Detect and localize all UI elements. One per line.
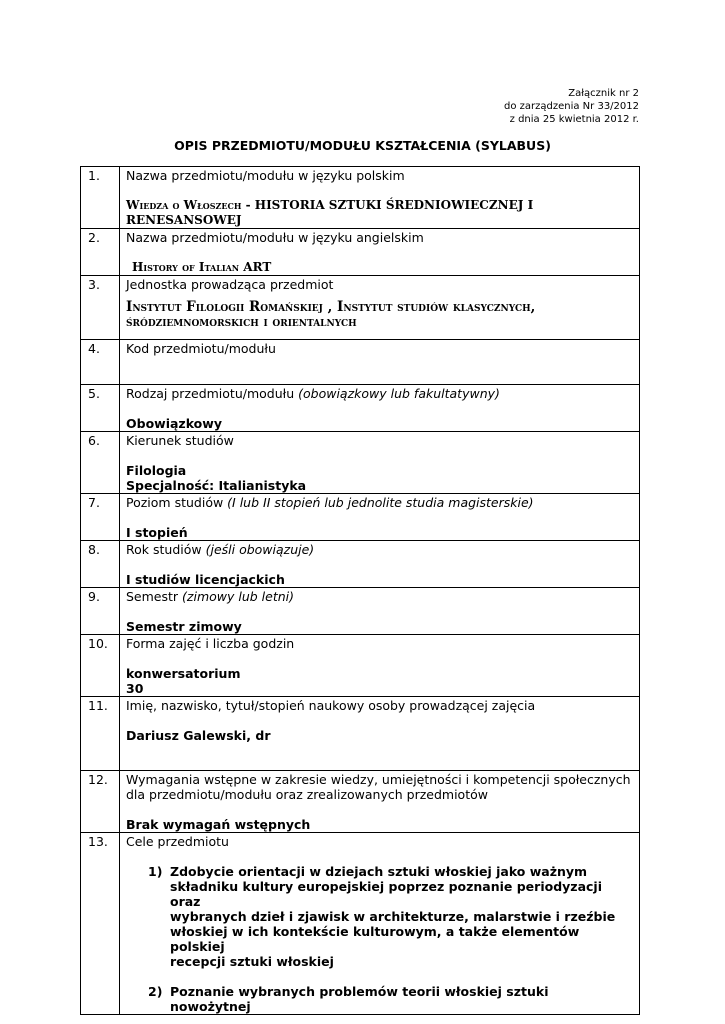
goal-line: włoskiej w ich kontekście kulturowym, a także elementów polskiej bbox=[170, 924, 580, 954]
table-row bbox=[81, 541, 640, 588]
row-content bbox=[120, 635, 640, 697]
table-row bbox=[81, 276, 640, 340]
row-content bbox=[120, 541, 640, 588]
label-hint: (I lub II stopień lub jednolite studia magisterskie) bbox=[227, 495, 534, 510]
goal-line: wybranych dzieł i zjawisk w architekturze, malarstwie i rzeźbie bbox=[170, 909, 616, 924]
table-row bbox=[81, 229, 640, 276]
row-number: 4. bbox=[81, 340, 120, 385]
row-label: Nazwa przedmiotu/modułu w języku polskim bbox=[126, 168, 405, 183]
row-number: 12. bbox=[81, 771, 120, 833]
table-row bbox=[81, 494, 640, 541]
row-content bbox=[120, 385, 640, 432]
goal-number: 2) bbox=[148, 984, 163, 999]
table-row bbox=[81, 771, 640, 833]
row-number: 2. bbox=[81, 229, 120, 276]
hours-value: 30 bbox=[126, 681, 144, 696]
row-content bbox=[120, 771, 640, 833]
row-content bbox=[120, 494, 640, 541]
row-number: 8. bbox=[81, 541, 120, 588]
label-text: Semestr bbox=[126, 589, 179, 604]
list-item bbox=[148, 864, 633, 969]
row-content bbox=[120, 697, 640, 771]
row-label: Imię, nazwisko, tytuł/stopień naukowy osoby prowadzącej zajęcia bbox=[126, 698, 536, 713]
field-of-study-value: Filologia bbox=[126, 463, 187, 478]
row-number: 10. bbox=[81, 635, 120, 697]
goal-line: składniku kultury europejskiej poprzez poznanie periodyzacji oraz bbox=[170, 879, 602, 909]
row-label-line1: Wymagania wstępne w zakresie wiedzy, umiejętności i kompetencji społecznych bbox=[126, 772, 631, 787]
row-label: Cele przedmiotu bbox=[126, 834, 229, 849]
row-content bbox=[120, 432, 640, 494]
row-content bbox=[120, 276, 640, 340]
goal-line: Poznanie wybranych problemów teorii włoskiej sztuki nowożytnej bbox=[170, 984, 549, 1014]
table-row bbox=[81, 635, 640, 697]
table-row bbox=[81, 588, 640, 635]
row-label bbox=[126, 386, 633, 401]
row-number: 7. bbox=[81, 494, 120, 541]
row-content bbox=[120, 833, 640, 1015]
row-content bbox=[120, 340, 640, 385]
semester-value: Semestr zimowy bbox=[126, 619, 242, 634]
row-number: 9. bbox=[81, 588, 120, 635]
label-hint: (zimowy lub letni) bbox=[182, 589, 295, 604]
unit-name-line1: Instytut Filologii Romańskiej , Instytut studiów klasycznych, bbox=[126, 299, 536, 315]
row-content bbox=[120, 229, 640, 276]
study-level-value: I stopień bbox=[126, 525, 188, 540]
label-text: Rodzaj przedmiotu/modułu bbox=[126, 386, 295, 401]
specialization-value: Specjalność: Italianistyka bbox=[126, 478, 307, 493]
row-label-line2: dla przedmiotu/modułu oraz zrealizowanych przedmiotów bbox=[126, 787, 488, 802]
goal-text bbox=[170, 864, 633, 969]
study-year-value: I studiów licencjackich bbox=[126, 572, 285, 587]
row-number: 5. bbox=[81, 385, 120, 432]
prerequisites-value: Brak wymagań wstępnych bbox=[126, 817, 311, 832]
row-number: 6. bbox=[81, 432, 120, 494]
row-number: 11. bbox=[81, 697, 120, 771]
instructor-value: Dariusz Galewski, dr bbox=[126, 728, 271, 743]
unit-name-line2: śródziemnomorskich i orientalnych bbox=[126, 314, 357, 330]
ordinance-date: z dnia 25 kwietnia 2012 r. bbox=[509, 114, 639, 125]
row-label: Nazwa przedmiotu/modułu w języku angielskim bbox=[126, 230, 424, 245]
row-label: Jednostka prowadząca przedmiot bbox=[126, 277, 334, 292]
goal-number: 1) bbox=[148, 864, 163, 879]
row-label: Kierunek studiów bbox=[126, 433, 234, 448]
row-number: 13. bbox=[81, 833, 120, 1015]
row-number: 3. bbox=[81, 276, 120, 340]
goal-line: Zdobycie orientacji w dziejach sztuki włoskiej jako ważnym bbox=[170, 864, 588, 879]
row-label bbox=[126, 542, 633, 557]
course-name-polish: Wiedza o Włoszech - HISTORIA SZTUKI ŚREDNIOWIECZNEJ I RENESANSOWEJ bbox=[126, 198, 534, 227]
syllabus-table bbox=[80, 166, 640, 1015]
label-hint: (obowiązkowy lub fakultatywny) bbox=[298, 386, 500, 401]
table-row bbox=[81, 432, 640, 494]
list-item bbox=[148, 984, 633, 1014]
class-form-value: konwersatorium bbox=[126, 666, 241, 681]
table-row bbox=[81, 340, 640, 385]
row-label bbox=[126, 495, 633, 510]
table-row bbox=[81, 167, 640, 229]
label-text: Rok studiów bbox=[126, 542, 202, 557]
row-label bbox=[126, 589, 633, 604]
row-label: Kod przedmiotu/modułu bbox=[126, 341, 276, 356]
label-text: Poziom studiów bbox=[126, 495, 224, 510]
row-content bbox=[120, 167, 640, 229]
course-name-english: History of Italian ART bbox=[132, 260, 272, 274]
row-content bbox=[120, 588, 640, 635]
table-row bbox=[81, 697, 640, 771]
goal-text bbox=[170, 984, 633, 1014]
label-hint: (jeśli obowiązuje) bbox=[205, 542, 315, 557]
attachment-number: Załącznik nr 2 bbox=[568, 88, 639, 99]
ordinance-number: do zarządzenia Nr 33/2012 bbox=[504, 101, 639, 112]
document-title: OPIS PRZEDMIOTU/MODUŁU KSZTAŁCENIA (SYLABUS) bbox=[174, 138, 551, 153]
course-type-value: Obowiązkowy bbox=[126, 416, 222, 431]
row-number: 1. bbox=[81, 167, 120, 229]
row-label: Forma zajęć i liczba godzin bbox=[126, 636, 295, 651]
table-row bbox=[81, 833, 640, 1015]
goal-line: recepcji sztuki włoskiej bbox=[170, 954, 334, 969]
attachment-note bbox=[504, 87, 639, 126]
table-row bbox=[81, 385, 640, 432]
